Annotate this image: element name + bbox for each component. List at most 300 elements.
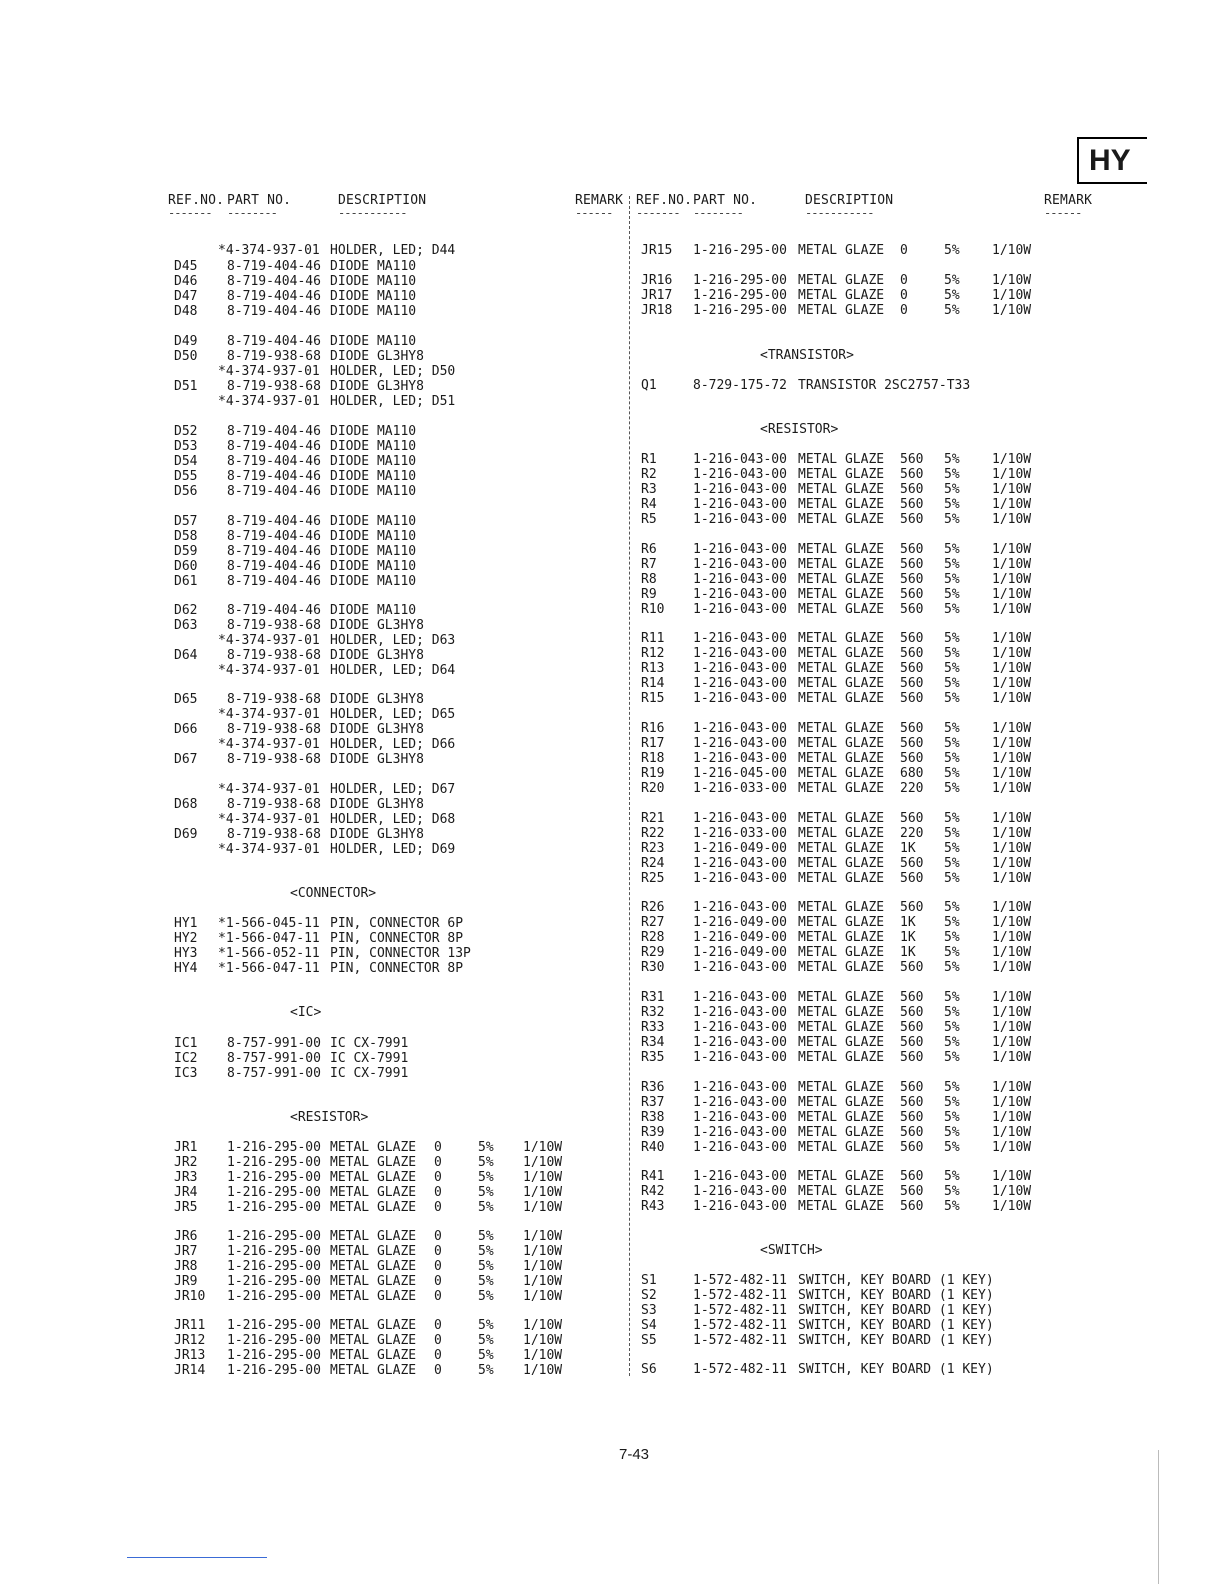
part-row [0,482,1224,497]
ref-designator: D60 [174,559,198,574]
tolerance: 5% [944,482,960,497]
tolerance: 5% [478,1244,494,1259]
wattage: 1/10W [992,1005,1032,1020]
resistance-value: 0 [434,1200,442,1215]
part-description: HOLDER, LED; D64 [330,663,456,678]
tolerance: 5% [944,1035,960,1050]
part-number: *1-566-052-11 [218,946,320,961]
resistance-value: 560 [900,557,924,572]
part-number: 1-216-043-00 [693,990,787,1005]
resistance-value: 1K [900,841,916,856]
part-description: DIODE MA110 [330,469,417,484]
tolerance: 5% [944,1184,960,1199]
resistance-value: 560 [900,631,924,646]
part-description: SWITCH, KEY BOARD (1 KEY) [798,1303,994,1318]
right-ref-no-header: REF.NO. [636,193,693,208]
part-number: 1-216-049-00 [693,915,787,930]
part-row [0,707,1224,722]
ref-designator: S1 [641,1273,657,1288]
part-row [0,676,1224,691]
part-description: METAL GLAZE [330,1155,417,1170]
ref-designator: R10 [641,602,665,617]
part-number: 1-216-043-00 [693,661,787,676]
part-description: METAL GLAZE [798,766,885,781]
part-description: METAL GLAZE [330,1200,417,1215]
ref-designator: D56 [174,484,198,499]
part-row [0,1273,1224,1288]
part-description: DIODE GL3HY8 [330,797,424,812]
resistance-value: 1K [900,930,916,945]
part-number: 1-216-295-00 [227,1289,321,1304]
ref-designator: R35 [641,1050,665,1065]
part-description: DIODE MA110 [330,424,417,439]
part-description: DIODE MA110 [330,529,417,544]
wattage: 1/10W [992,766,1032,781]
ref-designator: R26 [641,900,665,915]
ref-designator: D48 [174,304,198,319]
tolerance: 5% [944,871,960,886]
part-description: DIODE MA110 [330,289,417,304]
ref-designator: S3 [641,1303,657,1318]
wattage: 1/10W [523,1333,563,1348]
part-number: 8-729-175-72 [693,378,787,393]
part-number: 1-216-043-00 [693,587,787,602]
wattage: 1/10W [992,631,1032,646]
part-description: METAL GLAZE [798,1035,885,1050]
resistance-value: 1K [900,945,916,960]
resistance-value: 560 [900,1169,924,1184]
ref-designator: S4 [641,1318,657,1333]
ref-designator: D62 [174,603,198,618]
ref-designator: JR8 [174,1259,198,1274]
part-description: METAL GLAZE [798,856,885,871]
part-number: 8-719-938-68 [227,752,321,767]
tolerance: 5% [944,303,960,318]
part-row [0,1035,1224,1050]
part-number: 1-216-043-00 [693,871,787,886]
part-row [0,497,1224,512]
part-description: PIN, CONNECTOR 6P [330,916,464,931]
wattage: 1/10W [523,1259,563,1274]
tolerance: 5% [944,452,960,467]
part-number: 1-216-043-00 [693,572,787,587]
part-description: METAL GLAZE [798,1095,885,1110]
part-row [0,1169,1224,1184]
wattage: 1/10W [992,1110,1032,1125]
part-description: METAL GLAZE [798,841,885,856]
ref-designator: R42 [641,1184,665,1199]
right-remark-underline: ------ [1044,206,1082,220]
ref-designator: R16 [641,721,665,736]
part-number: 8-719-404-46 [227,574,321,589]
ref-designator: R24 [641,856,665,871]
ref-designator: JR5 [174,1200,198,1215]
tolerance: 5% [944,243,960,258]
tolerance: 5% [944,1140,960,1155]
part-row [0,1244,1224,1259]
part-number: 1-216-049-00 [693,841,787,856]
part-description: METAL GLAZE [798,572,885,587]
part-number: 8-719-404-46 [227,559,321,574]
part-description: SWITCH, KEY BOARD (1 KEY) [798,1362,994,1377]
part-number: 8-757-991-00 [227,1036,321,1051]
tolerance: 5% [944,945,960,960]
wattage: 1/10W [992,871,1032,886]
part-description: METAL GLAZE [798,751,885,766]
part-number: 1-216-043-00 [693,856,787,871]
wattage: 1/10W [992,736,1032,751]
ref-designator: D63 [174,618,198,633]
resistance-value: 560 [900,736,924,751]
part-description: HOLDER, LED; D66 [330,737,456,752]
wattage: 1/10W [992,900,1032,915]
part-row [0,990,1224,1005]
wattage: 1/10W [523,1363,563,1378]
part-number: 1-216-295-00 [227,1274,321,1289]
ref-designator: R13 [641,661,665,676]
part-description: METAL GLAZE [798,826,885,841]
ref-designator: R18 [641,751,665,766]
part-row [0,736,1224,751]
ref-designator: D66 [174,722,198,737]
part-row [0,751,1224,766]
resistance-value: 560 [900,512,924,527]
right-desc-underline: ----------- [805,206,874,220]
wattage: 1/10W [523,1185,563,1200]
part-row [0,1318,1224,1333]
part-description: DIODE GL3HY8 [330,827,424,842]
part-row [0,945,1224,960]
tolerance: 5% [478,1155,494,1170]
ref-designator: R3 [641,482,657,497]
tolerance: 5% [478,1274,494,1289]
part-number: 1-216-295-00 [227,1318,321,1333]
resistance-value: 0 [434,1155,442,1170]
wattage: 1/10W [523,1140,563,1155]
part-row [0,259,1224,274]
part-number: 1-572-482-11 [693,1273,787,1288]
tolerance: 5% [944,631,960,646]
part-description: METAL GLAZE [798,781,885,796]
part-row [0,871,1224,886]
part-row [0,602,1224,617]
part-description: DIODE MA110 [330,439,417,454]
part-row [0,900,1224,915]
part-number: *4-374-937-01 [218,663,320,678]
resistance-value: 560 [900,1005,924,1020]
part-description: METAL GLAZE [798,646,885,661]
part-number: 8-757-991-00 [227,1066,321,1081]
part-number: 1-216-043-00 [693,646,787,661]
resistance-value: 560 [900,960,924,975]
resistance-value: 560 [900,1125,924,1140]
part-row [0,1020,1224,1035]
part-number: 1-216-049-00 [693,930,787,945]
part-description: METAL GLAZE [330,1318,417,1333]
section-heading: <RESISTOR> [290,1110,369,1125]
part-description: DIODE GL3HY8 [330,648,424,663]
tolerance: 5% [944,826,960,841]
resistance-value: 560 [900,587,924,602]
tolerance: 5% [478,1200,494,1215]
part-number: 8-719-938-68 [227,827,321,842]
part-number: 1-216-295-00 [227,1140,321,1155]
part-row [0,1288,1224,1303]
part-description: DIODE MA110 [330,574,417,589]
tolerance: 5% [478,1318,494,1333]
part-number: 1-216-043-00 [693,1020,787,1035]
ref-designator: D46 [174,274,198,289]
part-number: 1-216-295-00 [227,1333,321,1348]
tolerance: 5% [944,811,960,826]
part-row [0,542,1224,557]
part-description: METAL GLAZE [798,1050,885,1065]
wattage: 1/10W [523,1155,563,1170]
part-number: *4-374-937-01 [218,737,320,752]
tolerance: 5% [944,1110,960,1125]
part-row [0,781,1224,796]
resistance-value: 560 [900,452,924,467]
ref-designator: HY4 [174,961,198,976]
resistance-value: 560 [900,990,924,1005]
tolerance: 5% [944,1095,960,1110]
part-row [0,631,1224,646]
ref-designator: R36 [641,1080,665,1095]
ref-designator: R15 [641,691,665,706]
part-number: 8-719-938-68 [227,618,321,633]
part-row [0,691,1224,706]
part-row [0,572,1224,587]
ref-designator: JR1 [174,1140,198,1155]
resistance-value: 560 [900,900,924,915]
ref-designator: R41 [641,1169,665,1184]
part-number: *4-374-937-01 [218,782,320,797]
part-row [0,646,1224,661]
part-row [0,349,1224,364]
part-number: *1-566-047-11 [218,931,320,946]
part-description: DIODE MA110 [330,544,417,559]
tolerance: 5% [944,930,960,945]
tolerance: 5% [478,1259,494,1274]
tolerance: 5% [944,497,960,512]
part-number: 1-216-043-00 [693,1050,787,1065]
left-description-header: DESCRIPTION [338,193,427,208]
part-number: 1-216-295-00 [227,1200,321,1215]
tolerance: 5% [944,691,960,706]
part-description: HOLDER, LED; D51 [330,394,456,409]
part-number: 1-216-043-00 [693,721,787,736]
part-number: 1-572-482-11 [693,1303,787,1318]
tolerance: 5% [944,512,960,527]
ref-designator: D68 [174,797,198,812]
part-description: METAL GLAZE [798,1125,885,1140]
ref-designator: R20 [641,781,665,796]
part-number: *4-374-937-01 [218,707,320,722]
part-description: DIODE MA110 [330,274,417,289]
part-description: METAL GLAZE [798,497,885,512]
wattage: 1/10W [992,572,1032,587]
ref-designator: R29 [641,945,665,960]
part-description: DIODE MA110 [330,603,417,618]
ref-designator: Q1 [641,378,657,393]
part-row [0,1259,1224,1274]
wattage: 1/10W [523,1274,563,1289]
part-description: METAL GLAZE [330,1289,417,1304]
resistance-value: 560 [900,1080,924,1095]
ref-designator: D59 [174,544,198,559]
ref-designator: S6 [641,1362,657,1377]
tolerance: 5% [944,856,960,871]
part-number: 1-216-043-00 [693,1110,787,1125]
part-row [0,841,1224,856]
part-description: IC CX-7991 [330,1051,409,1066]
ref-designator: D47 [174,289,198,304]
part-row [0,243,1224,258]
wattage: 1/10W [992,587,1032,602]
ref-designator: R7 [641,557,657,572]
part-row [0,1362,1224,1377]
part-row [0,1050,1224,1065]
part-number: 1-216-043-00 [693,452,787,467]
part-description: METAL GLAZE [798,288,885,303]
part-description: METAL GLAZE [798,482,885,497]
ref-designator: JR16 [641,273,673,288]
left-ref-no-header: REF.NO. [168,193,225,208]
wattage: 1/10W [992,557,1032,572]
part-description: DIODE GL3HY8 [330,722,424,737]
part-number: 1-216-295-00 [227,1244,321,1259]
tolerance: 5% [478,1170,494,1185]
ref-designator: JR17 [641,288,673,303]
part-description: DIODE GL3HY8 [330,379,424,394]
part-description: METAL GLAZE [798,736,885,751]
wattage: 1/10W [992,602,1032,617]
tolerance: 5% [944,542,960,557]
part-number: 1-216-043-00 [693,1095,787,1110]
ref-designator: R4 [641,497,657,512]
resistance-value: 0 [900,303,908,318]
part-description: METAL GLAZE [798,900,885,915]
part-number: 1-216-295-00 [227,1185,321,1200]
part-number: 1-216-043-00 [693,1169,787,1184]
part-number: 1-216-043-00 [693,1035,787,1050]
wattage: 1/10W [992,1199,1032,1214]
section-heading: <IC> [290,1005,322,1020]
part-number: 1-216-043-00 [693,512,787,527]
tolerance: 5% [944,751,960,766]
tolerance: 5% [944,602,960,617]
part-number: 1-216-043-00 [693,736,787,751]
right-description-header: DESCRIPTION [805,193,894,208]
resistance-value: 0 [434,1170,442,1185]
ref-designator: JR7 [174,1244,198,1259]
part-row [0,1199,1224,1214]
ref-designator: HY2 [174,931,198,946]
resistance-value: 560 [900,1110,924,1125]
wattage: 1/10W [992,826,1032,841]
part-number: 1-216-043-00 [693,631,787,646]
part-description: METAL GLAZE [798,542,885,557]
ref-designator: R33 [641,1020,665,1035]
ref-designator: D61 [174,574,198,589]
wattage: 1/10W [992,930,1032,945]
resistance-value: 560 [900,1095,924,1110]
part-row [0,826,1224,841]
part-description: METAL GLAZE [798,1199,885,1214]
part-description: HOLDER, LED; D67 [330,782,456,797]
part-number: 1-572-482-11 [693,1333,787,1348]
part-row [0,930,1224,945]
wattage: 1/10W [992,1080,1032,1095]
wattage: 1/10W [523,1229,563,1244]
part-description: METAL GLAZE [798,452,885,467]
tolerance: 5% [944,915,960,930]
part-number: 1-216-043-00 [693,482,787,497]
tolerance: 5% [478,1363,494,1378]
wattage: 1/10W [992,661,1032,676]
left-part-underline: -------- [227,206,277,220]
part-number: 8-719-404-46 [227,469,321,484]
tolerance: 5% [944,557,960,572]
part-number: 1-216-295-00 [693,288,787,303]
ref-designator: R39 [641,1125,665,1140]
ref-designator: HY3 [174,946,198,961]
tolerance: 5% [478,1229,494,1244]
part-number: 8-719-404-46 [227,603,321,618]
ref-designator: D50 [174,349,198,364]
ref-designator: R32 [641,1005,665,1020]
part-number: 1-216-043-00 [693,1125,787,1140]
part-description: METAL GLAZE [798,661,885,676]
resistance-value: 560 [900,661,924,676]
part-description: METAL GLAZE [798,273,885,288]
part-number: 8-719-938-68 [227,648,321,663]
ref-designator: JR9 [174,1274,198,1289]
ref-designator: D57 [174,514,198,529]
part-number: 1-216-043-00 [693,811,787,826]
part-description: METAL GLAZE [798,1020,885,1035]
part-row [0,1110,1224,1125]
tolerance: 5% [944,736,960,751]
part-row [0,452,1224,467]
wattage: 1/10W [992,303,1032,318]
part-description: METAL GLAZE [798,512,885,527]
ref-designator: D49 [174,334,198,349]
resistance-value: 0 [434,1185,442,1200]
wattage: 1/10W [992,1050,1032,1065]
part-number: 8-719-404-46 [227,544,321,559]
ref-designator: JR15 [641,243,673,258]
part-number: 1-572-482-11 [693,1362,787,1377]
part-description: PIN, CONNECTOR 8P [330,931,464,946]
part-number: 1-216-295-00 [227,1155,321,1170]
part-number: *4-374-937-01 [218,812,320,827]
right-ref-underline: ------- [636,206,680,220]
tolerance: 5% [944,960,960,975]
part-description: METAL GLAZE [330,1363,417,1378]
wattage: 1/10W [992,990,1032,1005]
ref-designator: D64 [174,648,198,663]
part-row [0,1125,1224,1140]
tolerance: 5% [944,676,960,691]
ref-designator: R27 [641,915,665,930]
ref-designator: R9 [641,587,657,602]
ref-designator: JR3 [174,1170,198,1185]
wattage: 1/10W [523,1244,563,1259]
resistance-value: 560 [900,1020,924,1035]
part-description: METAL GLAZE [798,243,885,258]
part-row [0,1184,1224,1199]
